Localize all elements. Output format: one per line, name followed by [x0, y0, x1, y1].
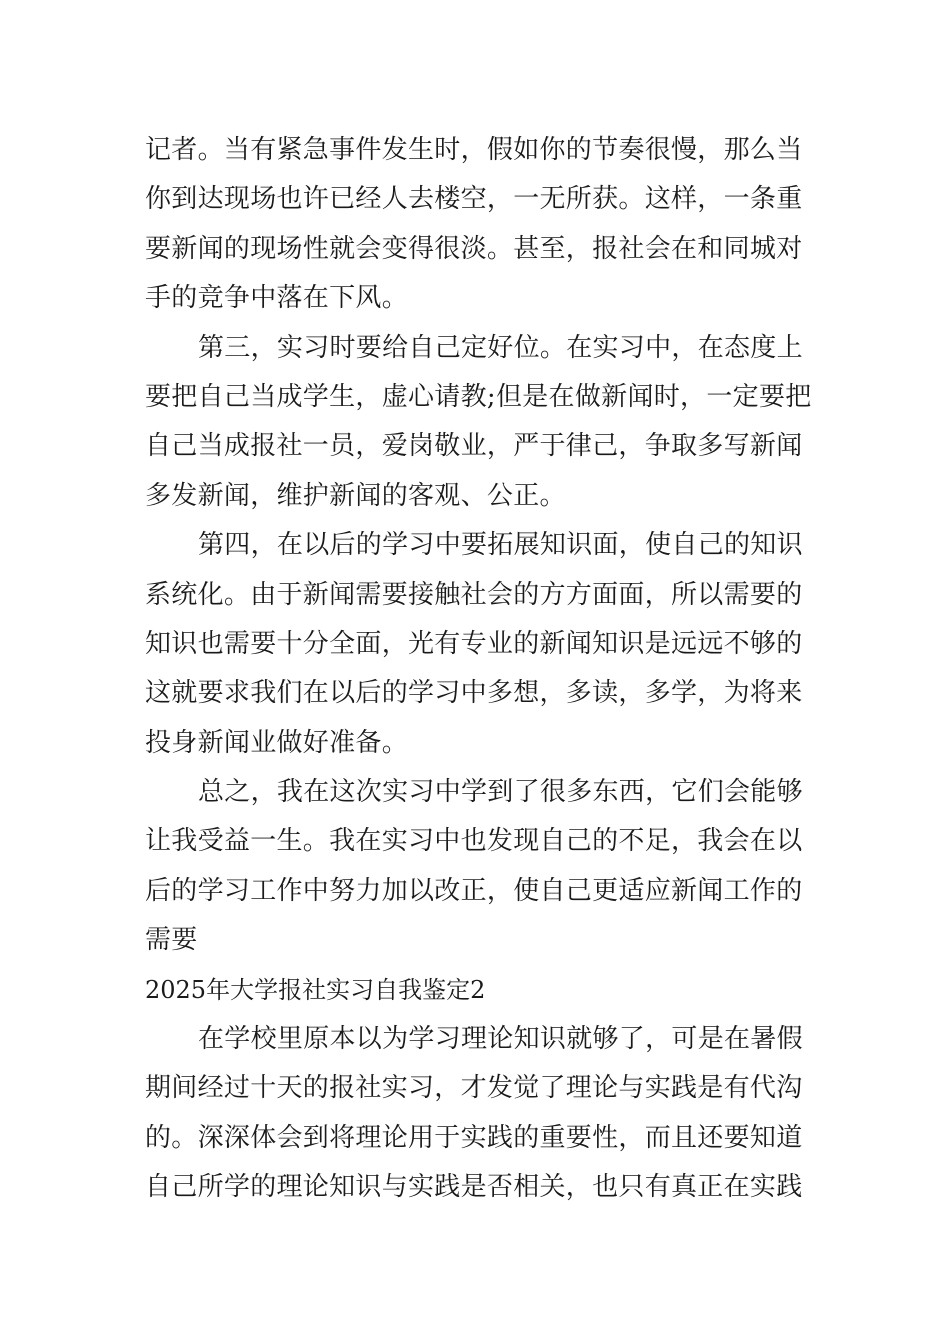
text-line: 记者。当有紧急事件发生时，假如你的节奏很慢，那么当 [145, 135, 803, 165]
text-line: 你到达现场也许已经人去楼空，一无所获。这样，一条重 [145, 184, 803, 215]
text-line: 投身新闻业做好准备。 [145, 727, 409, 758]
text-line: 让我受益一生。我在实习中也发现自己的不足，我会在以 [145, 826, 803, 857]
text-line: 后的学习工作中努力加以改正，使自己更适应新闻工作的 [145, 875, 803, 906]
text-line: 需要 [145, 925, 198, 956]
text-line: 手的竞争中落在下风。 [145, 283, 409, 314]
text-line: 知识也需要十分全面，光有专业的新闻知识是远远不够的 [145, 628, 803, 659]
text-line: 要把自己当成学生，虚心请教;但是在做新闻时，一定要把 [145, 381, 812, 412]
text-line: 多发新闻，维护新闻的客观、公正。 [145, 480, 566, 511]
text-line: 期间经过十天的报社实习，才发觉了理论与实践是有代沟 [145, 1073, 803, 1104]
text-line: 系统化。由于新闻需要接触社会的方方面面，所以需要的 [145, 579, 803, 610]
paragraph-first-line: 在学校里原本以为学习理论知识就够了，可是在暑假 [198, 1024, 803, 1055]
paragraph-first-line: 第四，在以后的学习中要拓展知识面，使自己的知识 [198, 530, 803, 561]
text-line: 自己所学的理论知识与实践是否相关，也只有真正在实践 [145, 1172, 803, 1203]
paragraph-first-line: 总之，我在这次实习中学到了很多东西，它们会能够 [198, 777, 803, 808]
text-line: 自己当成报社一员，爱岗敬业，严于律己，争取多写新闻 [145, 431, 803, 462]
text-line: 这就要求我们在以后的学习中多想，多读，多学，为将来 [145, 678, 803, 709]
paragraph-first-line: 第三，实习时要给自己定好位。在实习中，在态度上 [198, 332, 803, 363]
document-body [145, 126, 812, 1213]
section-heading: 2025年大学报社实习自我鉴定2 [145, 975, 486, 1004]
text-line: 的。深深体会到将理论用于实践的重要性，而且还要知道 [145, 1122, 803, 1153]
text-line: 要新闻的现场性就会变得很淡。甚至，报社会在和同城对 [145, 233, 803, 264]
